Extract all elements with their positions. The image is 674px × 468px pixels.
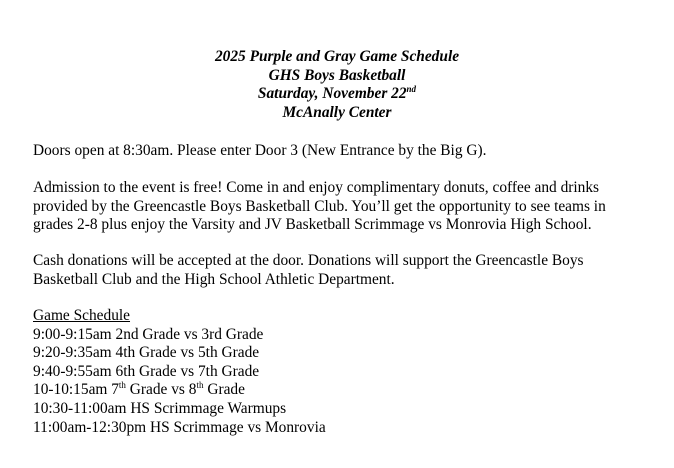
date-ordinal-suffix: nd <box>406 84 417 95</box>
donations-paragraph <box>33 252 653 289</box>
event-date <box>0 85 674 104</box>
schedule-item: 11:00am-12:30pm HS Scrimmage vs Monrovia <box>33 418 326 436</box>
schedule-title: 2025 Purple and Gray Game Schedule <box>214 48 460 65</box>
ordinal-suffix: th <box>118 380 126 391</box>
ordinal-suffix: th <box>196 380 204 391</box>
team-name: GHS Boys Basketball <box>268 66 406 84</box>
admission-line: Admission to the event is free! Come in and enjoy complimentary donuts, coffee and drinks <box>33 179 600 196</box>
donations-line: Cash donations will be accepted at the door. Donations will support the Greencastle Boys <box>33 252 584 269</box>
admission-line: grades 2-8 plus enjoy the Varsity and JV Basketball Scrimmage vs Monrovia High School. <box>33 216 592 234</box>
doors-paragraph <box>33 142 653 161</box>
schedule-item: 9:00-9:15am 2nd Grade vs 3rd Grade <box>33 325 264 343</box>
schedule-item: 9:20-9:35am 4th Grade vs 5th Grade <box>33 344 260 362</box>
schedule-item-part: 10-10:15am 7 <box>33 381 119 399</box>
game-schedule <box>33 307 653 437</box>
venue-name: McAnally Center <box>282 103 392 121</box>
event-date-text: Saturday, November 22 <box>257 85 407 103</box>
schedule-item-part: Grade <box>203 381 245 399</box>
admission-line: provided by the Greencastle Boys Basketball Club. You’ll get the opportunity to see teams in <box>33 197 606 215</box>
game-schedule-heading: Game Schedule <box>33 307 131 324</box>
schedule-item: 10:30-11:00am HS Scrimmage Warmups <box>33 399 287 417</box>
schedule-item-part: Grade vs 8 <box>125 381 197 399</box>
admission-paragraph <box>33 179 653 235</box>
doors-text: Doors open at 8:30am. Please enter Door 3 (New Entrance by the Big G). <box>33 142 487 159</box>
donations-line: Basketball Club and the High School Athletic Department. <box>33 270 395 288</box>
schedule-item: 9:40-9:55am 6th Grade vs 7th Grade <box>33 362 260 380</box>
document-header <box>0 48 674 122</box>
schedule-item <box>33 381 653 400</box>
